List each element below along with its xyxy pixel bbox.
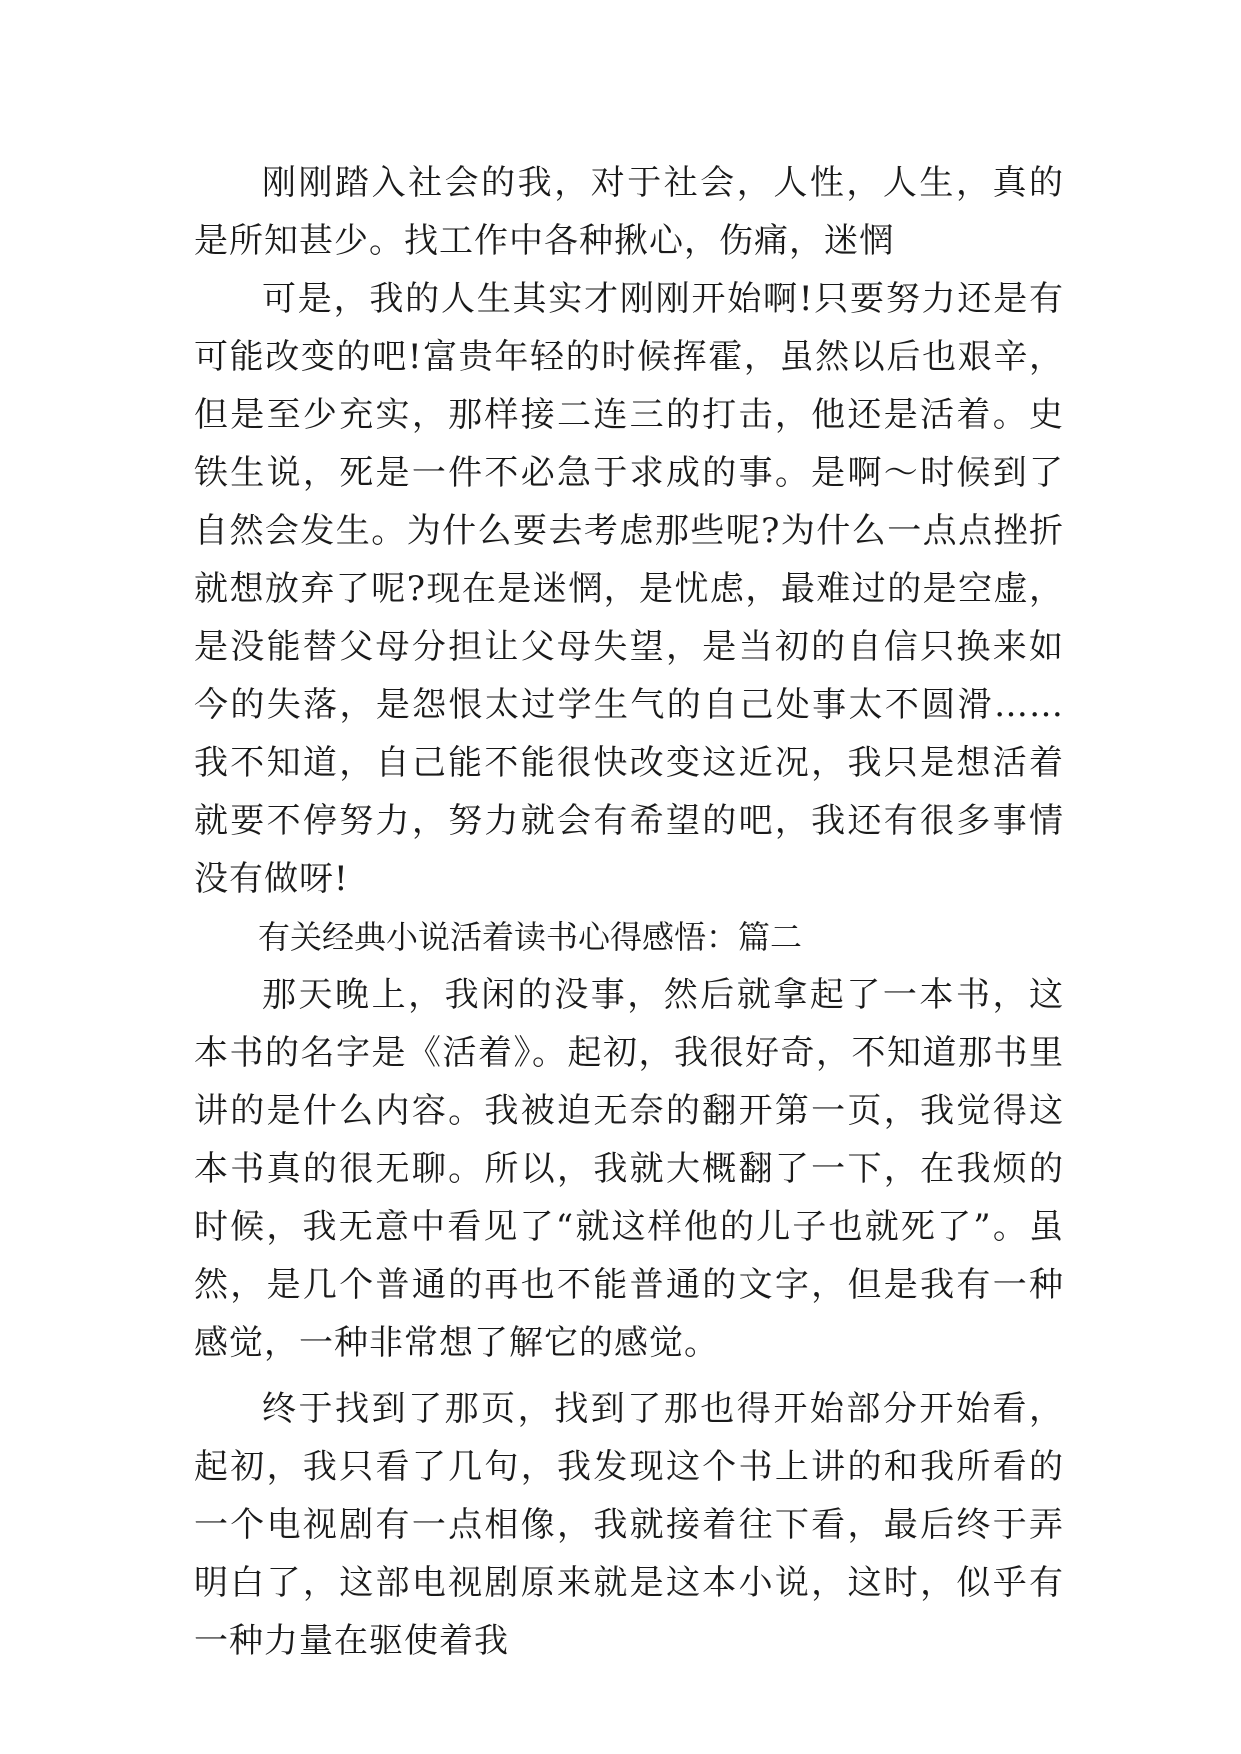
- paragraph-4: 终于找到了那页，找到了那也得开始部分开始看，起初，我只看了几句，我发现这个书上讲的和我所看的一个电视剧有一点相像，我就接着往下看，最后终于弄明白了，这部电视剧原来就是这本小说，这时，似乎有一种力量在驱使着我: [194, 1389, 1064, 1661]
- paragraph-1: 刚刚踏入社会的我，对于社会，人性，人生，真的是所知甚少。找工作中各种揪心，伤痛，迷惘: [194, 163, 1064, 261]
- paragraph-3: 那天晚上，我闲的没事，然后就拿起了一本书，这本书的名字是《活着》。起初，我很好奇，不知道那书里讲的是什么内容。我被迫无奈的翻开第一页，我觉得这本书真的很无聊。所以，我就大概翻了一下，在我烦的时候，我无意中看见了“就这样他的儿子也就死了”。虽然，是几个普通的再也不能普通的文字，但是我有一种感觉，一种非常想了解它的感觉。: [194, 975, 1064, 1363]
- paragraph-2: 可是，我的人生其实才刚刚开始啊!只要努力还是有可能改变的吧!富贵年轻的时候挥霍，虽然以后也艰辛，但是至少充实，那样接二连三的打击，他还是活着。史铁生说，死是一件不必急于求成的事。是啊～时候到了自然会发生。为什么要去考虑那些呢?为什么一点点挫折就想放弃了呢?现在是迷惘，是忧虑，最难过的是空虚，是没能替父母分担让父母失望，是当初的自信只换来如今的失落，是怨恨太过学生气的自己处事太不圆滑……我不知道，自己能不能很快改变这近况，我只是想活着就要不停努力，努力就会有希望的吧，我还有很多事情没有做呀!: [194, 279, 1064, 899]
- section-heading: 有关经典小说活着读书心得感悟：篇二: [258, 918, 803, 956]
- document-body: [194, 154, 1064, 1670]
